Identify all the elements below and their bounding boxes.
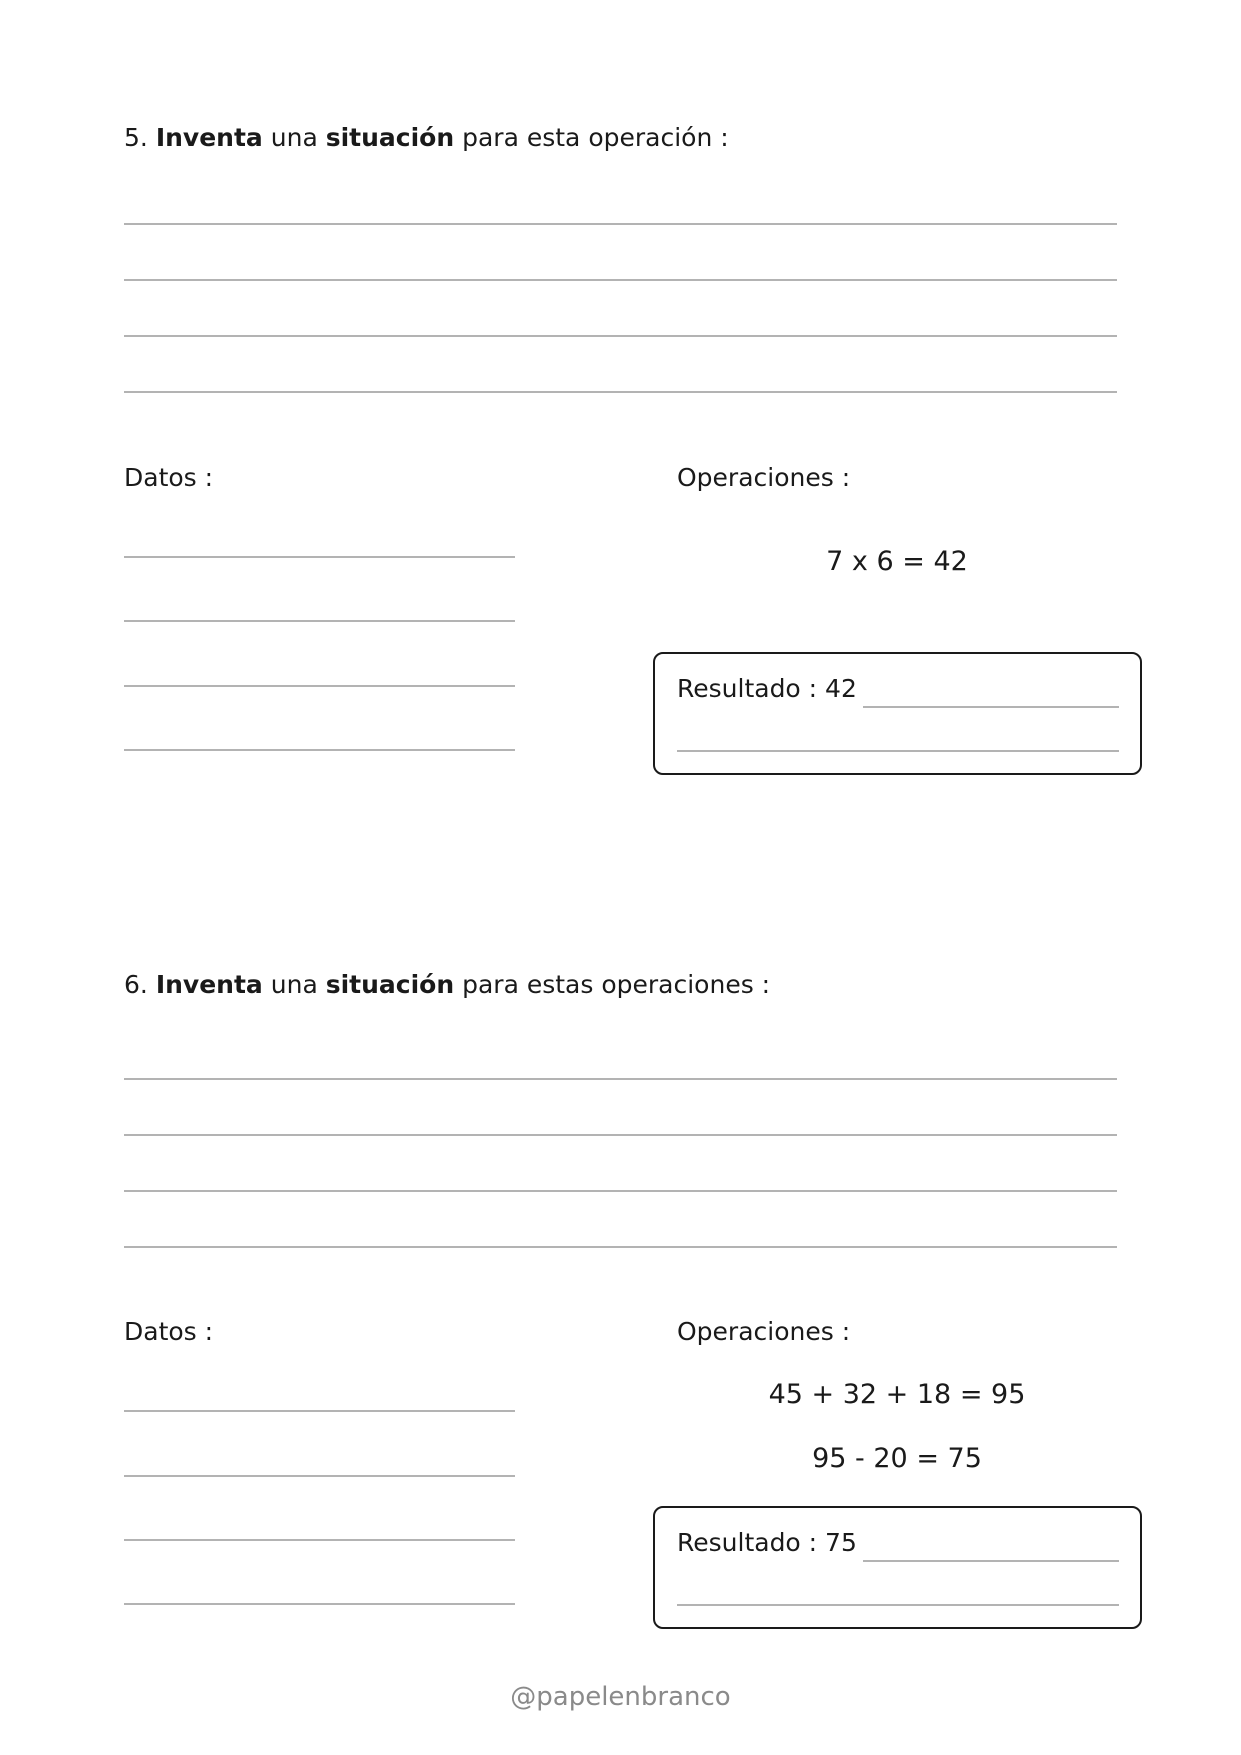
writing-line[interactable] xyxy=(124,1134,1117,1136)
prompt-bold-word: situación xyxy=(325,123,455,152)
result-box xyxy=(653,652,1142,775)
operation-line: 7 x 6 = 42 xyxy=(826,546,968,577)
writing-line[interactable] xyxy=(124,335,1117,337)
datos-label: Datos : xyxy=(124,463,214,492)
datos-line[interactable] xyxy=(124,556,515,558)
writing-line[interactable] xyxy=(124,1190,1117,1192)
prompt-text: para esta operación : xyxy=(462,123,729,152)
result-label: Resultado : 42 xyxy=(677,674,857,703)
datos-line[interactable] xyxy=(124,1603,515,1605)
exercise-6-prompt xyxy=(124,970,770,1000)
datos-label: Datos : xyxy=(124,1317,214,1346)
writing-line[interactable] xyxy=(124,279,1117,281)
prompt-text: una xyxy=(270,970,318,999)
datos-line[interactable] xyxy=(124,620,515,622)
datos-line[interactable] xyxy=(124,749,515,751)
datos-line[interactable] xyxy=(124,685,515,687)
writing-line[interactable] xyxy=(124,1078,1117,1080)
result-answer-line[interactable] xyxy=(677,750,1119,752)
prompt-bold-word: situación xyxy=(325,970,455,999)
writing-line[interactable] xyxy=(124,223,1117,225)
exercise-number: 5. xyxy=(124,123,148,152)
result-answer-line[interactable] xyxy=(677,1604,1119,1606)
prompt-text: una xyxy=(270,123,318,152)
exercise-number: 6. xyxy=(124,970,148,999)
operation-line: 95 - 20 = 75 xyxy=(812,1443,982,1474)
operation-line: 45 + 32 + 18 = 95 xyxy=(768,1379,1026,1410)
footer-handle: @papelenbranco xyxy=(510,1682,731,1712)
datos-line[interactable] xyxy=(124,1410,515,1412)
datos-line[interactable] xyxy=(124,1539,515,1541)
prompt-bold-word: Inventa xyxy=(155,123,263,152)
result-answer-line[interactable] xyxy=(863,1560,1119,1562)
datos-line[interactable] xyxy=(124,1475,515,1477)
result-box xyxy=(653,1506,1142,1629)
operaciones-label: Operaciones : xyxy=(677,463,851,492)
writing-line[interactable] xyxy=(124,391,1117,393)
operaciones-label: Operaciones : xyxy=(677,1317,851,1346)
prompt-text: para estas operaciones : xyxy=(462,970,771,999)
result-label: Resultado : 75 xyxy=(677,1528,857,1557)
prompt-bold-word: Inventa xyxy=(155,970,263,999)
result-answer-line[interactable] xyxy=(863,706,1119,708)
writing-line[interactable] xyxy=(124,1246,1117,1248)
exercise-5-prompt xyxy=(124,123,729,153)
